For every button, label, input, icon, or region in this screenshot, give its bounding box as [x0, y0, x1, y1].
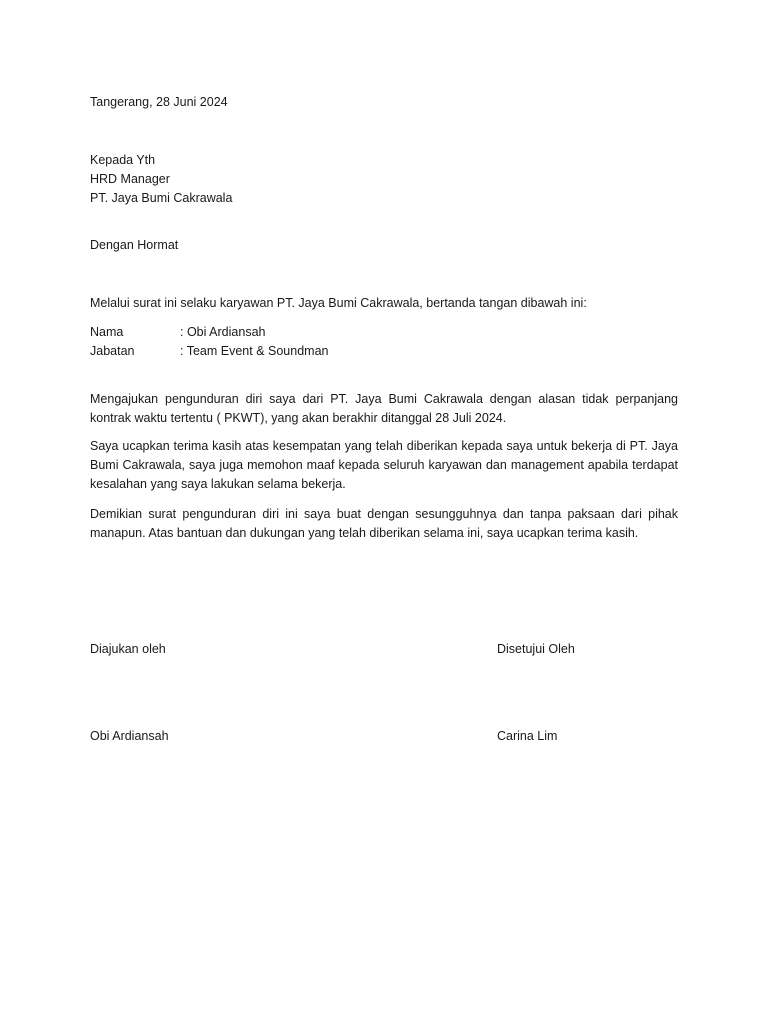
place-date — [90, 93, 678, 112]
signature-left-name: Obi Ardiansah — [90, 729, 169, 743]
name-value: : Obi Ardiansah — [180, 325, 266, 339]
identity-row-position — [90, 342, 678, 361]
position-label: Jabatan — [90, 344, 135, 358]
paragraph-2 — [90, 437, 678, 494]
name-label: Nama — [90, 325, 124, 339]
salutation-text: Dengan Hormat — [90, 238, 179, 252]
salutation — [90, 236, 678, 255]
paragraph-1 — [90, 390, 678, 428]
recipient-block — [90, 151, 678, 208]
recipient-line-1: Kepada Yth — [90, 153, 156, 167]
intro-text: Melalui surat ini selaku karyawan PT. Jaya Bumi Cakrawala, bertanda tangan dibawah ini: — [90, 296, 587, 310]
paragraph-2-text: Saya ucapkan terima kasih atas kesempatan yang telah diberikan kepada saya untuk bekerja di PT. Jaya Bumi Cakrawala, saya juga memohon maaf kepada seluruh karyawan dan management apabila terdapat kesalahan yang saya lakukan selama bekerja. — [90, 439, 678, 491]
paragraph-3 — [90, 505, 678, 543]
signature-right-name: Carina Lim — [497, 729, 558, 743]
recipient-line-2: HRD Manager — [90, 172, 170, 186]
identity-block — [90, 323, 678, 361]
paragraph-3-text: Demikian surat pengunduran diri ini saya buat dengan sesungguhnya dan tanpa paksaan dari pihak manapun. Atas bantuan dan dukungan yang telah diberikan selama ini, saya ucapkan terima kasih. — [90, 507, 678, 540]
position-value: : Team Event & Soundman — [180, 344, 329, 358]
place-date-text: Tangerang, 28 Juni 2024 — [90, 95, 228, 109]
signature-right-label: Disetujui Oleh — [497, 642, 575, 656]
recipient-line-3: PT. Jaya Bumi Cakrawala — [90, 191, 233, 205]
intro — [90, 294, 678, 313]
identity-row-name — [90, 323, 678, 342]
paragraph-1-text: Mengajukan pengunduran diri saya dari PT. Jaya Bumi Cakrawala dengan alasan tidak perpanjang kontrak waktu tertentu ( PKWT), yang akan berakhir ditanggal 28 Juli 2024. — [90, 392, 678, 425]
signature-left-label: Diajukan oleh — [90, 642, 166, 656]
